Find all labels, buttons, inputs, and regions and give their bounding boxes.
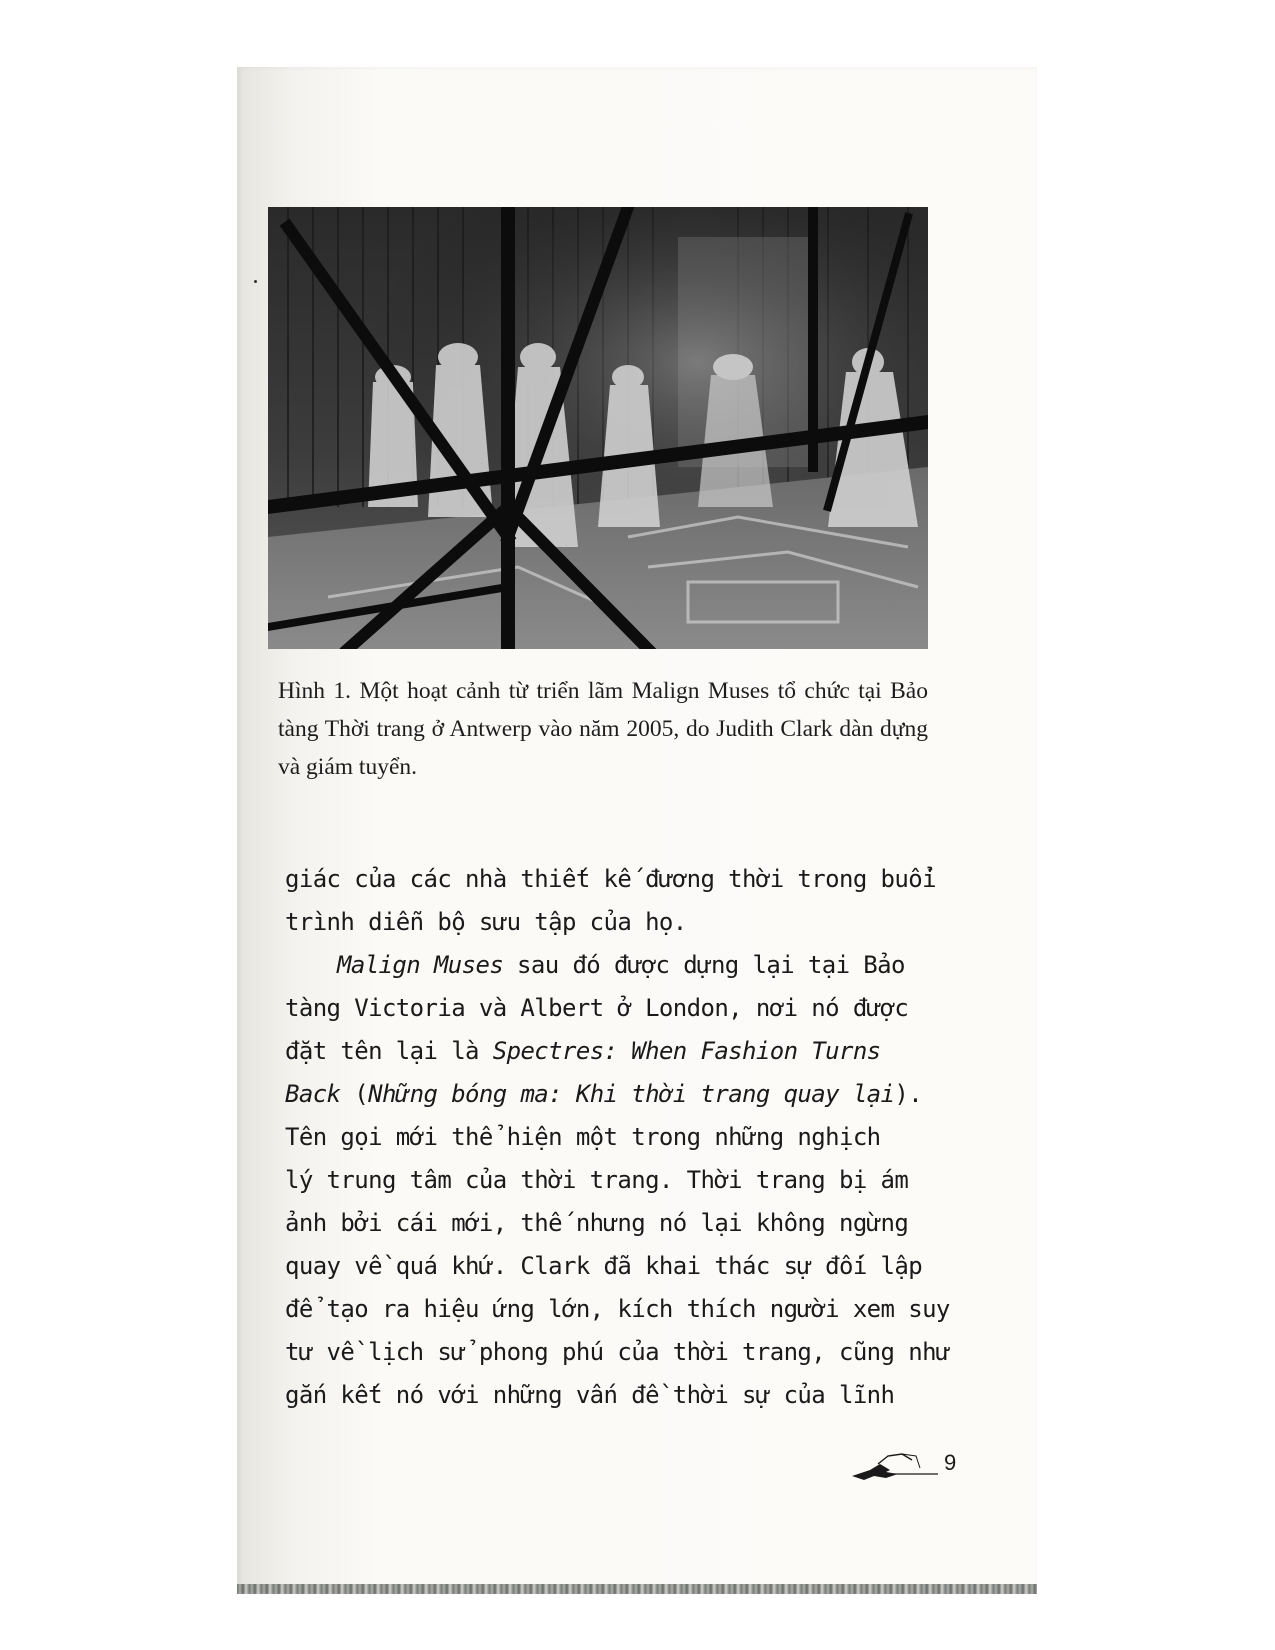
italic-title: Spectres: When Fashion Turns [492,1037,881,1065]
bird-ornament-icon [850,1450,940,1486]
text-span: ). [894,1080,923,1108]
text-line: gắn kết nó với những vấn đề thời sự của lĩnh [285,1381,895,1409]
text-line: giác của các nhà thiết kế đương thời trong buổi [285,865,936,893]
page-number: 9 [944,1450,957,1475]
text-line: ảnh bởi cái mới, thế nhưng nó lại không ngừng [285,1209,909,1237]
text-line: tàng Victoria và Albert ở London, nơi nó được [285,994,909,1022]
text-span: sau đó được dựng lại tại Bảo [503,951,905,979]
text-line [285,1073,935,1116]
page-edge [237,1584,1037,1594]
text-line: lý trung tâm của thời trang. Thời trang bị ám [285,1166,909,1194]
text-line [285,944,935,987]
body-text [285,858,950,1417]
text-line: để tạo ra hiệu ứng lớn, kích thích người xem suy [285,1295,950,1323]
italic-translation: Những bóng ma: Khi thời trang quay lại [368,1080,895,1108]
page-footer [850,1450,960,1486]
exhibition-photo [268,207,928,649]
text-line [285,1030,935,1073]
text-line: Tên gọi mới thể hiện một trong những nghịch [285,1123,881,1151]
italic-title: Back [285,1080,341,1108]
exhibition-photo-illustration [268,207,928,649]
paragraph [285,944,950,1417]
figure-caption: Hình 1. Một hoạt cảnh từ triển lãm Malign Muses tổ chức tại Bảo tàng Thời trang ở Antwerp vào năm 2005, do Judith Clark dàn dựng và giám tuyển. [278,678,928,780]
margin-mark [254,280,257,283]
text-line: quay về quá khứ. Clark đã khai thác sự đối lập [285,1252,923,1280]
paragraph [285,858,935,944]
text-span: đặt tên lại là [285,1037,493,1065]
text-line: trình diễn bộ sưu tập của họ. [285,908,687,936]
text-line: tư về lịch sử phong phú của thời trang, cũng như [285,1338,950,1366]
italic-title: Malign Muses [337,951,504,979]
text-span: ( [340,1080,369,1108]
